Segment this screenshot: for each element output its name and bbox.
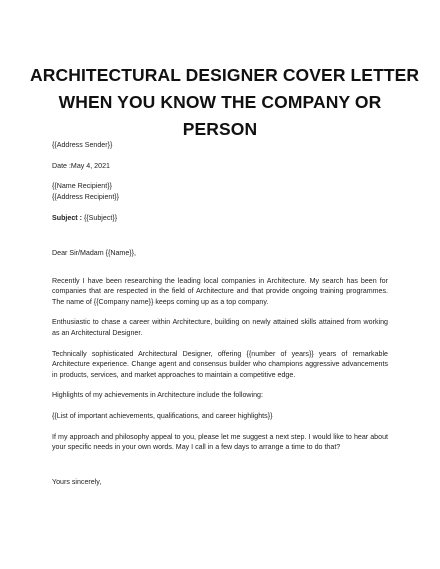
paragraph-experience: Technically sophisticated Architectural Designer, offering {{number of years}} years of remarkable Architecture experience. Change agent and consensus builder who champions aggressive advancements in products, services, and market approaches to maintain a competitive edge. [52, 349, 388, 379]
address-recipient: {{Address Recipient}} [52, 192, 120, 201]
subject-value: {{Subject}} [81, 214, 118, 223]
letter-body [52, 140, 388, 487]
title-line-3: PERSON [182, 119, 258, 139]
paragraph-research: Recently I have been researching the leading local companies in Architecture. My search has been for companies that are respected in the field of Architecture and that provide ongoing training programmes. The name of {{Company name}} keeps coming up as a top company. [52, 276, 388, 306]
closing: Yours sincerely, [52, 477, 102, 486]
paragraph-next-step: If my approach and philosophy appeal to you, please let me suggest a next step. I would like to hear about your specific needs in your own words. May I call in a few days to arrange a time to do that? [52, 432, 388, 452]
paragraph-enthusiasm: Enthusiastic to chase a career within Architecture, building on newly attained skills attained from working as an Architectural Designer. [52, 318, 388, 337]
paragraph-highlights-intro: Highlights of my achievements in Architecture include the following: [52, 391, 263, 400]
subject-label: Subject : [52, 214, 82, 223]
title-line-1: ARCHITECTURAL DESIGNER COVER LETTER [30, 65, 420, 85]
address-sender: {{Address Sender}} [52, 141, 113, 149]
salutation: Dear Sir/Madam {{Name}}, [52, 248, 136, 257]
title-line-2: WHEN YOU KNOW THE COMPANY OR [58, 92, 382, 112]
paragraph-highlights-list: {{List of important achievements, qualifications, and career highlights}} [52, 411, 273, 420]
date-line: Date :May 4, 2021 [52, 161, 110, 170]
name-recipient: {{Name Recipient}} [52, 182, 112, 191]
subject-line [52, 213, 388, 224]
document-title [30, 62, 420, 143]
